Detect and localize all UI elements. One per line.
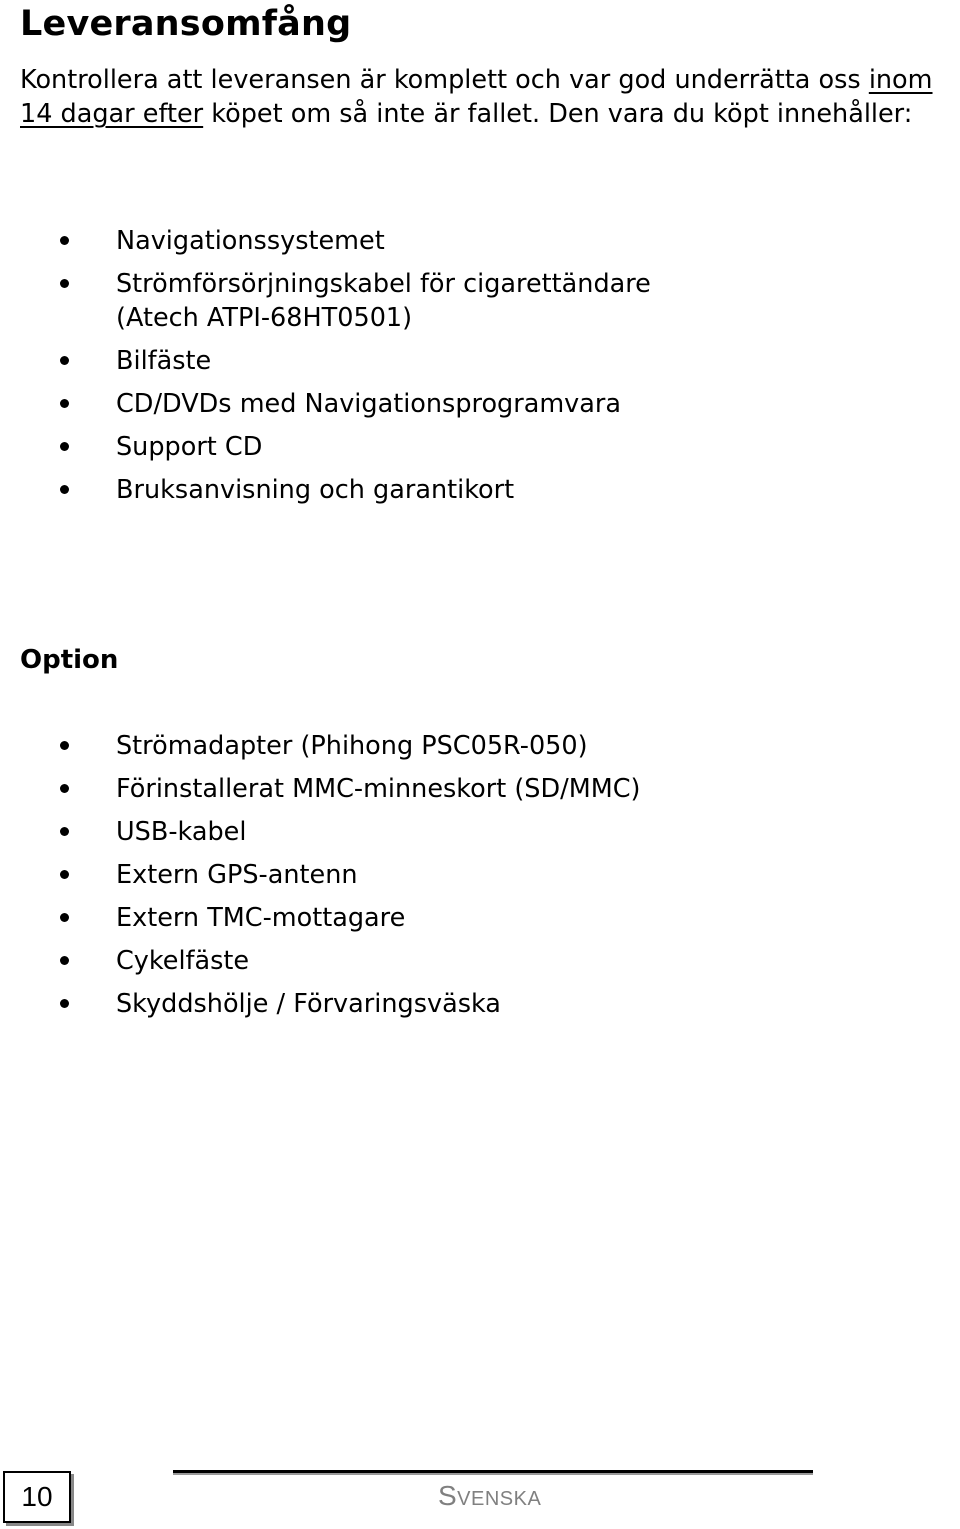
list-item	[0, 901, 900, 935]
footer-divider	[173, 1470, 813, 1473]
bullet-icon	[60, 485, 69, 494]
bullet-icon	[60, 956, 69, 965]
bullet-icon	[60, 399, 69, 408]
footer-language-label: Svenska	[438, 1480, 542, 1511]
list-item	[0, 473, 900, 507]
list-item	[0, 344, 900, 378]
included-items-list	[0, 224, 900, 516]
bullet-icon	[60, 870, 69, 879]
list-item	[0, 772, 900, 806]
list-item	[0, 815, 900, 849]
list-item-text: Strömadapter (Phihong PSC05R-050)	[116, 731, 588, 761]
bullet-icon	[60, 827, 69, 836]
list-item-text: Bilfäste	[116, 346, 212, 376]
intro-paragraph	[20, 63, 950, 131]
list-item	[0, 858, 900, 892]
list-item-text: Extern TMC-mottagare	[116, 903, 406, 933]
list-item	[0, 387, 900, 421]
bullet-icon	[60, 999, 69, 1008]
bullet-icon	[60, 442, 69, 451]
list-item-text: Navigationssystemet	[116, 226, 385, 256]
list-item-text: Skyddshölje / Förvaringsväska	[116, 989, 501, 1019]
bullet-icon	[60, 279, 69, 288]
intro-text-underlined: inom 14 dagar efter	[20, 65, 933, 129]
bullet-icon	[60, 236, 69, 245]
list-item-text: CD/DVDs med Navigationsprogramvara	[116, 389, 622, 419]
bullet-icon	[60, 913, 69, 922]
intro-text-end: köpet om så inte är fallet. Den vara du köpt innehåller:	[203, 99, 913, 129]
list-item-text: Support CD	[116, 432, 263, 462]
list-item	[0, 267, 736, 335]
list-item-text: Extern GPS-antenn	[116, 860, 358, 890]
list-item-text: Förinstallerat MMC-minneskort (SD/MMC)	[116, 774, 641, 804]
list-item	[0, 987, 900, 1021]
bullet-icon	[60, 741, 69, 750]
list-item-text: USB-kabel	[116, 817, 247, 847]
list-item	[0, 430, 900, 464]
list-item-text: Bruksanvisning och garantikort	[116, 475, 515, 505]
intro-text-start: Kontrollera att leveransen är komplett och var god underrätta oss	[20, 65, 869, 95]
bullet-icon	[60, 356, 69, 365]
list-item	[0, 944, 900, 978]
list-item	[0, 729, 900, 763]
bullet-icon	[60, 784, 69, 793]
option-items-list	[0, 729, 900, 1030]
list-item	[0, 224, 900, 258]
list-item-text: Cykelfäste	[116, 946, 250, 976]
page-title: Leveransomfång	[20, 4, 352, 44]
list-item-text: Strömförsörjningskabel för cigarettändare (Atech ATPI-68HT0501)	[116, 269, 651, 333]
page-number: 10	[3, 1471, 71, 1523]
option-heading: Option	[20, 645, 119, 675]
